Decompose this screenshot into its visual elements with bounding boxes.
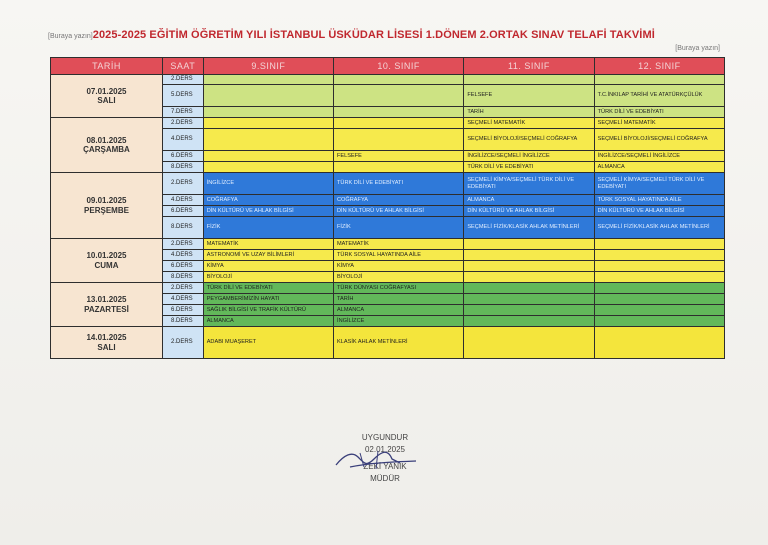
header-11-sinif: 11. SINIF (464, 58, 594, 75)
day-date-cell (51, 283, 163, 327)
day-weekday: CUMA (94, 260, 119, 270)
exam-cell-9-sinif: ASTRONOMİ VE UZAY BİLİMLERİ (203, 250, 333, 261)
table-row (51, 75, 725, 85)
exam-cell-12-sinif (594, 272, 724, 283)
header-placeholder-right: [Buraya yazın] (675, 45, 720, 52)
exam-cell-10-sinif (334, 107, 464, 118)
period-cell: 8.DERS (162, 162, 203, 173)
exam-cell-11-sinif (464, 283, 594, 294)
exam-cell-12-sinif: TÜRK SOSYAL HAYATINDA AİLE (594, 195, 724, 206)
exam-cell-11-sinif: ALMANCA (464, 195, 594, 206)
exam-cell-10-sinif (334, 85, 464, 107)
schedule-body (51, 75, 725, 359)
table-row (51, 327, 725, 359)
day-weekday: PAZARTESİ (84, 304, 129, 314)
exam-cell-9-sinif (203, 75, 333, 85)
exam-cell-12-sinif (594, 327, 724, 359)
exam-cell-11-sinif: SEÇMELİ BİYOLOJİ/SEÇMELİ COĞRAFYA (464, 129, 594, 151)
exam-cell-9-sinif: SAĞLIK BİLGİSİ VE TRAFİK KÜLTÜRÜ (203, 305, 333, 316)
table-header-row (51, 58, 725, 75)
exam-cell-10-sinif: TÜRK DÜNYASI COĞRAFYASI (334, 283, 464, 294)
exam-cell-12-sinif: TÜRK DİLİ VE EDEBİYATI (594, 107, 724, 118)
principal-title: MÜDÜR (370, 473, 400, 483)
period-cell: 4.DERS (162, 294, 203, 305)
exam-cell-9-sinif: BİYOLOJİ (203, 272, 333, 283)
day-date-cell (51, 327, 163, 359)
schedule-table (50, 57, 725, 359)
approval-date: 02.01.2025 (364, 444, 406, 454)
day-date-cell (51, 173, 163, 239)
exam-cell-10-sinif (334, 75, 464, 85)
exam-cell-10-sinif: ALMANCA (334, 305, 464, 316)
exam-cell-11-sinif (464, 239, 594, 250)
period-cell: 5.DERS (162, 85, 203, 107)
header-placeholder-left: [Buraya yazın] (48, 33, 93, 40)
exam-cell-11-sinif: TARİH (464, 107, 594, 118)
exam-cell-11-sinif (464, 261, 594, 272)
exam-cell-12-sinif: İNGİLİZCE/SEÇMELİ İNGİLİZCE (594, 151, 724, 162)
period-cell: 6.DERS (162, 151, 203, 162)
period-cell: 7.DERS (162, 107, 203, 118)
exam-cell-11-sinif (464, 250, 594, 261)
exam-cell-11-sinif: SEÇMELİ KİMYA/SEÇMELİ TÜRK DİLİ VE EDEBİYATI (464, 173, 594, 195)
period-cell: 6.DERS (162, 305, 203, 316)
exam-cell-12-sinif: SEÇMELİ FİZİK/KLASİK AHLAK METİNLERİ (594, 217, 724, 239)
period-cell: 6.DERS (162, 206, 203, 217)
day-date: 08.01.2025 (86, 135, 127, 145)
header-12-sinif: 12. SINIF (594, 58, 724, 75)
exam-cell-12-sinif (594, 75, 724, 85)
day-weekday: SALI (97, 96, 116, 105)
day-date-cell (51, 118, 163, 173)
exam-cell-10-sinif: İNGİLİZCE (334, 316, 464, 327)
title-row (48, 25, 738, 43)
exam-cell-10-sinif: FİZİK (334, 217, 464, 239)
exam-cell-11-sinif: TÜRK DİLİ VE EDEBİYATI (464, 162, 594, 173)
header-tarih: TARİH (51, 58, 163, 75)
exam-cell-9-sinif: PEYGAMBERİMİZİN HAYATI (203, 294, 333, 305)
approval-text: UYGUNDUR (361, 433, 409, 442)
table-row (51, 283, 725, 294)
exam-cell-9-sinif (203, 162, 333, 173)
exam-cell-9-sinif: MATEMATİK (203, 239, 333, 250)
exam-cell-10-sinif (334, 162, 464, 173)
exam-cell-10-sinif: KLASİK AHLAK METİNLERİ (334, 327, 464, 359)
exam-cell-11-sinif (464, 75, 594, 85)
exam-cell-9-sinif: FİZİK (203, 217, 333, 239)
period-cell: 2.DERS (162, 75, 203, 85)
day-date: 14.01.2025 (86, 333, 127, 343)
document-title: 2025-2025 EĞİTİM ÖĞRETİM YILI İSTANBUL ÜSKÜDAR LİSESİ 1.DÖNEM 2.ORTAK SINAV TELAFİ TAKVİMİ (92, 29, 655, 41)
day-date-cell (51, 239, 163, 283)
period-cell: 4.DERS (162, 195, 203, 206)
exam-cell-10-sinif: KİMYA (334, 261, 464, 272)
table-row (51, 173, 725, 195)
principal-name: ZEKİ YANIK (363, 462, 407, 472)
exam-cell-9-sinif (203, 129, 333, 151)
period-cell: 2.DERS (162, 173, 203, 195)
period-cell: 2.DERS (162, 239, 203, 250)
exam-cell-10-sinif: BİYOLOJİ (334, 272, 464, 283)
exam-cell-10-sinif (334, 129, 464, 151)
exam-cell-9-sinif: DİN KÜLTÜRÜ VE AHLAK BİLGİSİ (203, 206, 333, 217)
exam-cell-12-sinif: DİN KÜLTÜRÜ VE AHLAK BİLGİSİ (594, 206, 724, 217)
day-date: 13.01.2025 (86, 295, 127, 305)
exam-cell-9-sinif (203, 107, 333, 118)
exam-cell-12-sinif: T.C.İNKILAP TARİHİ VE ATATÜRKÇÜLÜK (594, 85, 724, 107)
exam-cell-12-sinif (594, 283, 724, 294)
exam-cell-9-sinif (203, 85, 333, 107)
period-cell: 6.DERS (162, 261, 203, 272)
exam-cell-11-sinif (464, 294, 594, 305)
exam-cell-12-sinif: SEÇMELİ KİMYA/SEÇMELİ TÜRK DİLİ VE EDEBİYATI (594, 173, 724, 195)
period-cell: 2.DERS (162, 327, 203, 359)
exam-cell-12-sinif (594, 239, 724, 250)
exam-cell-12-sinif (594, 305, 724, 316)
exam-cell-9-sinif: COĞRAFYA (203, 195, 333, 206)
exam-cell-10-sinif: MATEMATİK (334, 239, 464, 250)
exam-cell-9-sinif: ADABI MUAŞERET (203, 327, 333, 359)
signature-image (330, 445, 420, 473)
period-cell: 4.DERS (162, 129, 203, 151)
exam-cell-12-sinif (594, 261, 724, 272)
exam-cell-10-sinif: TARİH (334, 294, 464, 305)
header-9-sinif: 9.SINIF (203, 58, 333, 75)
exam-cell-12-sinif (594, 294, 724, 305)
period-cell: 4.DERS (162, 250, 203, 261)
exam-cell-12-sinif: SEÇMELİ MATEMATİK (594, 118, 724, 129)
period-cell: 2.DERS (162, 283, 203, 294)
exam-cell-9-sinif (203, 151, 333, 162)
exam-cell-12-sinif (594, 316, 724, 327)
exam-cell-11-sinif: İNGİLİZCE/SEÇMELİ İNGİLİZCE (464, 151, 594, 162)
table-row (51, 239, 725, 250)
exam-cell-10-sinif: FELSEFE (334, 151, 464, 162)
exam-cell-11-sinif: FELSEFE (464, 85, 594, 107)
exam-cell-9-sinif (203, 118, 333, 129)
period-cell: 2.DERS (162, 118, 203, 129)
day-date: 07.01.2025 (86, 86, 127, 96)
header-10-sinif: 10. SINIF (334, 58, 464, 75)
exam-cell-12-sinif: ALMANCA (594, 162, 724, 173)
header-saat: SAAT (162, 58, 203, 75)
exam-cell-9-sinif: ALMANCA (203, 316, 333, 327)
day-date-cell (51, 75, 163, 118)
exam-cell-11-sinif (464, 327, 594, 359)
day-date: 10.01.2025 (86, 251, 127, 261)
exam-cell-10-sinif: DİN KÜLTÜRÜ VE AHLAK BİLGİSİ (334, 206, 464, 217)
period-cell: 8.DERS (162, 316, 203, 327)
day-weekday: SALI (97, 342, 116, 352)
period-cell: 8.DERS (162, 217, 203, 239)
exam-cell-9-sinif: KİMYA (203, 261, 333, 272)
exam-cell-10-sinif: TÜRK SOSYAL HAYATINDA AİLE (334, 250, 464, 261)
exam-cell-11-sinif: DİN KÜLTÜRÜ VE AHLAK BİLGİSİ (464, 206, 594, 217)
exam-cell-12-sinif (594, 250, 724, 261)
period-cell: 8.DERS (162, 272, 203, 283)
exam-cell-11-sinif: SEÇMELİ MATEMATİK (464, 118, 594, 129)
day-weekday: PERŞEMBE (84, 205, 129, 215)
exam-cell-10-sinif (334, 118, 464, 129)
exam-cell-11-sinif (464, 305, 594, 316)
exam-cell-11-sinif: SEÇMELİ FİZİK/KLASİK AHLAK METİNLERİ (464, 217, 594, 239)
exam-cell-11-sinif (464, 272, 594, 283)
exam-cell-12-sinif: SEÇMELİ BİYOLOJİ/SEÇMELİ COĞRAFYA (594, 129, 724, 151)
exam-cell-9-sinif: TÜRK DİLİ VE EDEBİYATI (203, 283, 333, 294)
exam-cell-9-sinif: İNGİLİZCE (203, 173, 333, 195)
exam-cell-11-sinif (464, 316, 594, 327)
table-row (51, 118, 725, 129)
exam-cell-10-sinif: COĞRAFYA (334, 195, 464, 206)
day-weekday: ÇARŞAMBA (83, 145, 130, 154)
day-date: 09.01.2025 (86, 196, 127, 206)
exam-cell-10-sinif: TÜRK DİLİ VE EDEBİYATI (334, 173, 464, 195)
